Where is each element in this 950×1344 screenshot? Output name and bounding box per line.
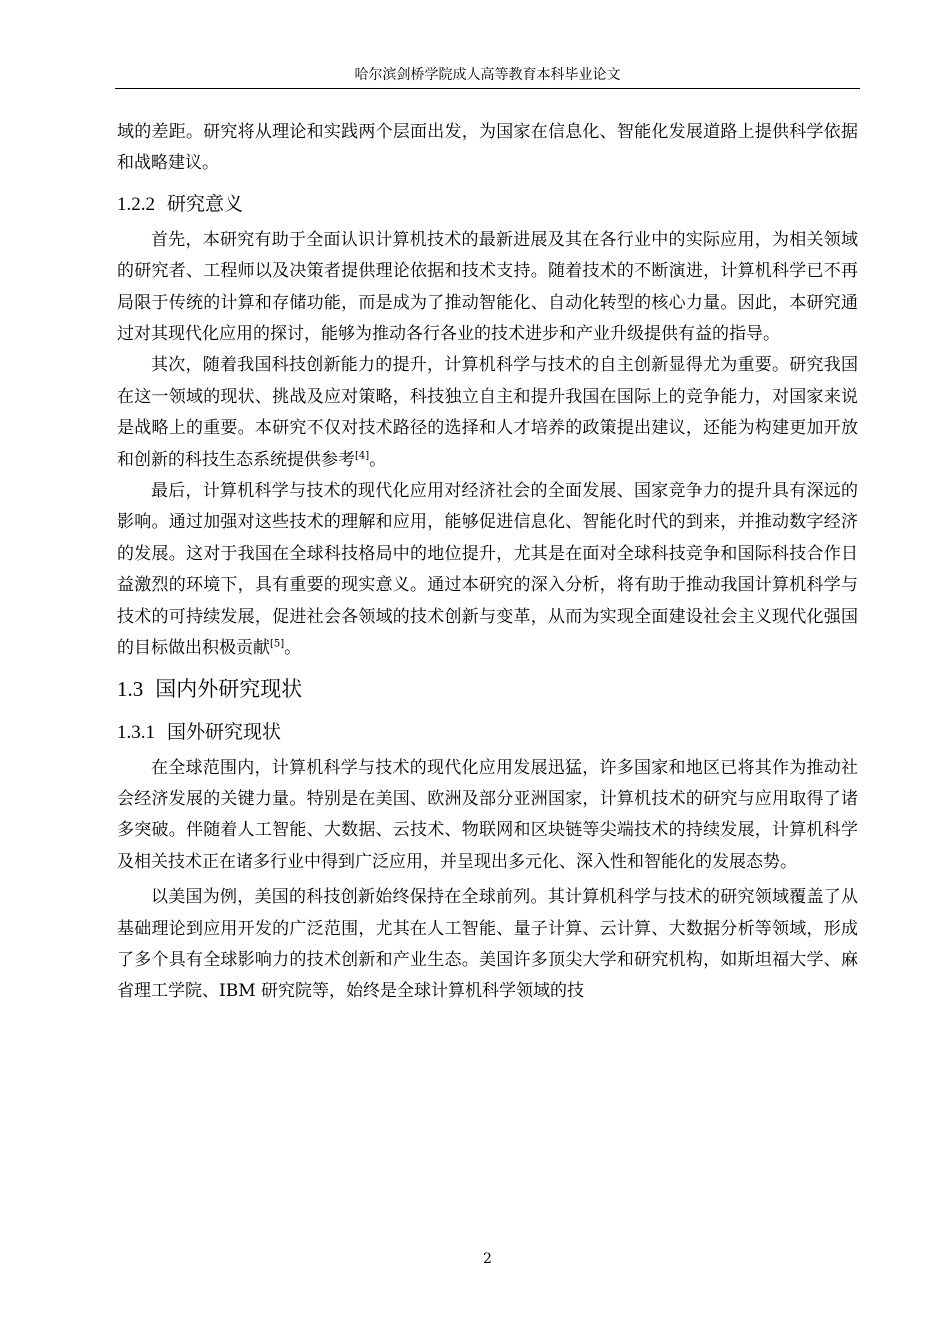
section-number: 1.3.1 <box>117 721 155 743</box>
paragraph-1: 首先，本研究有助于全面认识计算机技术的最新进展及其在各行业中的实际应用，为相关领域的研究者、工程师以及决策者提供理论依据和技术支持。随着技术的不断演进，计算机科学已不再局限于传统的计算和存储功能，而是成为了推动智能化、自动化转型的核心力量。因此，本研究通过对其现代化应用的探讨，能够为推动各行各业的技术进步和产业升级提供有益的指导。 <box>117 229 858 345</box>
header-divider <box>115 88 860 89</box>
document-body <box>117 117 858 1008</box>
citation-5: [5] <box>270 638 285 650</box>
paragraph-2 <box>117 350 858 476</box>
section-number: 1.3 <box>117 676 144 701</box>
citation-4: [4] <box>355 450 370 461</box>
page-number: 2 <box>483 1251 492 1267</box>
paragraph-5: 以美国为例，美国的科技创新始终保持在全球前列。其计算机科学与技术的研究领域覆盖了从基础理论到应用开发的广泛范围，尤其在人工智能、量子计算、云计算、大数据分析等领域，形成了多个具有全球影响力的技术创新和产业生态。美国许多顶尖大学和研究机构，如斯坦福大学、麻省理工学院、IBM 研究院等，始终是全球计算机科学领域的技 <box>117 887 858 1002</box>
paragraph-3 <box>117 476 858 664</box>
section-heading-1-3 <box>117 665 858 708</box>
paragraph-3-end: 。 <box>284 638 302 659</box>
section-title: 国内外研究现状 <box>155 676 303 701</box>
paragraph-3-text: 最后，计算机科学与技术的现代化应用对经济社会的全面发展、国家竞争力的提升具有深远的影响。通过加强对这些技术的理解和应用，能够促进信息化、智能化时代的到来，并推动数字经济的发展。这对于我国在全球科技格局中的地位提升，尤其是在面对全球科技竞争和国际科技合作日益激烈的环境下，具有重要的现实意义。通过本研究的深入分析，将有助于推动我国计算机科学与技术的可持续发展，促进社会各领域的技术创新与变革，从而为实现全面建设社会主义现代化强国的目标做出积极贡献 <box>117 481 858 659</box>
intro-paragraph: 域的差距。研究将从理论和实践两个层面出发，为国家在信息化、智能化发展道路上提供科学依据和战略建议。 <box>117 122 858 174</box>
section-title: 研究意义 <box>167 192 244 215</box>
section-title: 国外研究现状 <box>167 720 282 743</box>
paragraph-4: 在全球范围内，计算机科学与技术的现代化应用发展迅猛，许多国家和地区已将其作为推动社会经济发展的关键力量。特别是在美国、欧洲及部分亚洲国家，计算机技术的研究与应用取得了诸多突破。伴随着人工智能、大数据、云技术、物联网和区块链等尖端技术的持续发展，计算机科学及相关技术正在诸多行业中得到广泛应用，并呈现出多元化、深入性和智能化的发展态势。 <box>117 757 858 872</box>
section-number: 1.2.2 <box>117 193 155 215</box>
paragraph-2-end: 。 <box>369 449 387 470</box>
section-heading-1-3-1 <box>117 708 858 753</box>
page-header: 哈尔滨剑桥学院成人高等教育本科毕业论文 <box>354 67 621 83</box>
paragraph-2-text: 其次，随着我国科技创新能力的提升，计算机科学与技术的自主创新显得尤为重要。研究我国在这一领域的现状、挑战及应对策略，科技独立自主和提升我国在国际上的竞争能力，对国家来说是战略上的重要。本研究不仅对技术路径的选择和人才培养的政策提出建议，还能为构建更加开放和创新的科技生态系统提供参考 <box>117 355 858 470</box>
section-heading-1-2-2 <box>117 180 858 225</box>
